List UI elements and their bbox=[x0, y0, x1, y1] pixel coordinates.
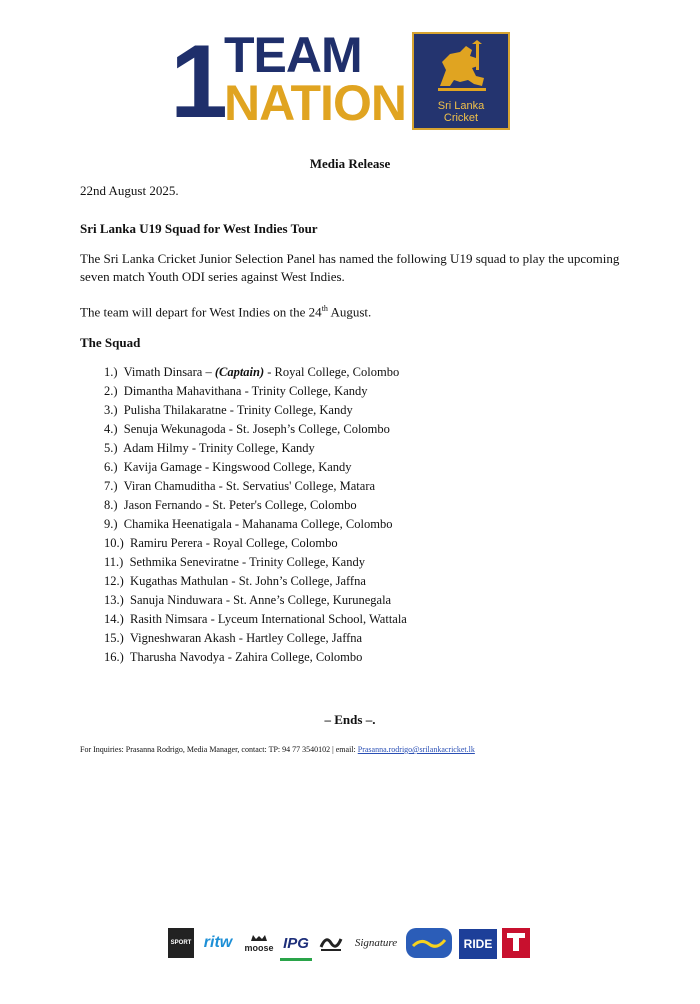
sponsor-logo-moose: moose bbox=[242, 928, 276, 958]
sri-lanka-cricket-crest bbox=[412, 32, 510, 130]
squad-item: 12.) Kugathas Mathulan - St. John’s College, Jaffna bbox=[104, 574, 366, 588]
squad-item: 5.) Adam Hilmy - Trinity College, Kandy bbox=[104, 441, 315, 455]
squad-item: 14.) Rasith Nimsara - Lyceum International School, Wattala bbox=[104, 612, 407, 626]
departure-text: The team will depart for West Indies on the 24 bbox=[80, 304, 322, 320]
team-nation-logo bbox=[170, 24, 512, 140]
departure-month: August. bbox=[327, 304, 372, 320]
squad-item: 8.) Jason Fernando - St. Peter's College, Colombo bbox=[104, 498, 357, 512]
departure-ordinal: th bbox=[321, 304, 328, 313]
squad-item: 1.) Vimath Dinsara – (Captain) - Royal College, Colombo bbox=[104, 365, 400, 379]
sponsor-logo-drink bbox=[406, 928, 452, 958]
squad-item: 16.) Tharusha Navodya - Zahira College, Colombo bbox=[104, 650, 363, 664]
ends-marker: – Ends –. bbox=[324, 712, 376, 727]
footer-email-link[interactable]: Prasanna.rodrigo@srilankacricket.lk bbox=[357, 745, 475, 754]
squad-item: 10.) Ramiru Perera - Royal College, Colombo bbox=[104, 536, 338, 550]
sponsor-logo-ride: RIDE bbox=[458, 928, 498, 960]
sponsor-logo-talent bbox=[502, 928, 530, 958]
lion-icon bbox=[432, 40, 492, 96]
crest-name-line-1: Sri Lanka bbox=[437, 100, 485, 112]
footer-text: For Inquiries: Prasanna Rodrigo, Media Manager, contact: TP: 94 77 3540102 | email: bbox=[80, 745, 358, 754]
swirl-emblem-icon bbox=[318, 933, 344, 953]
squad-item: 2.) Dimantha Mahavithana - Trinity College, Kandy bbox=[104, 384, 368, 398]
sponsor-logo-signature: Signature bbox=[354, 937, 398, 949]
logo-team-text: TEAM bbox=[224, 27, 362, 83]
squad-item: 13.) Sanuja Ninduwara - St. Anne’s College, Kurunegala bbox=[104, 593, 392, 607]
moose-antlers-icon bbox=[249, 933, 269, 943]
logo-digit: 1 bbox=[170, 24, 224, 140]
media-release-heading: Media Release bbox=[309, 156, 391, 171]
squad-item: 6.) Kavija Gamage - Kingswood College, Kandy bbox=[104, 460, 352, 474]
t-letter-icon bbox=[505, 931, 527, 955]
sponsor-logo-emblem bbox=[316, 928, 346, 958]
logo-nation-text: NATION bbox=[224, 75, 406, 131]
release-date: 22nd August 2025. bbox=[80, 183, 179, 198]
squad-item: 9.) Chamika Heenatigala - Mahanama College, Colombo bbox=[104, 517, 393, 531]
sponsor-logo-sport: SPORT bbox=[168, 928, 194, 958]
drink-brand-icon bbox=[411, 936, 447, 950]
sponsor-logo-ipg: IPG bbox=[280, 928, 312, 961]
squad-heading: The Squad bbox=[80, 335, 141, 350]
squad-item: 7.) Viran Chamuditha - St. Servatius' College, Matara bbox=[104, 479, 376, 493]
release-subject: Sri Lanka U19 Squad for West Indies Tour bbox=[80, 221, 318, 236]
departure-paragraph bbox=[80, 300, 625, 321]
intro-paragraph: The Sri Lanka Cricket Junior Selection Panel has named the following U19 squad to play the upcoming seven match Youth ODI series against West Indies. bbox=[80, 251, 620, 284]
squad-item: 11.) Sethmika Seneviratne - Trinity College, Kandy bbox=[104, 555, 365, 569]
squad-list bbox=[104, 363, 407, 667]
squad-item: 3.) Pulisha Thilakaratne - Trinity College, Kandy bbox=[104, 403, 353, 417]
footer-inquiries bbox=[80, 745, 475, 754]
squad-item: 4.) Senuja Wekunagoda - St. Joseph’s College, Colombo bbox=[104, 422, 390, 436]
sponsor-logo-ritw: ritw bbox=[203, 934, 233, 951]
crest-name-line-2: Cricket bbox=[443, 112, 479, 124]
squad-item: 15.) Vigneshwaran Akash - Hartley College, Jaffna bbox=[104, 631, 363, 645]
captain-label: (Captain) bbox=[214, 365, 265, 379]
